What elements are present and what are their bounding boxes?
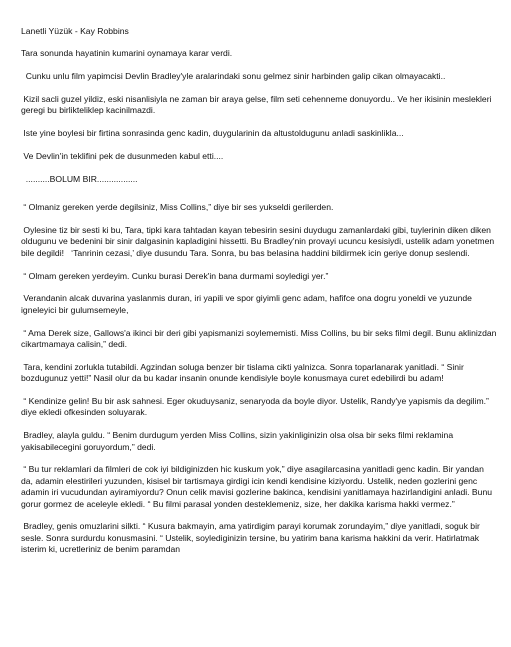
paragraph: Iste yine boylesi bir firtina sonrasinda genc kadin, duygularinin da altustoldugunu anladi saskinlikla... — [21, 128, 404, 139]
paragraph: Oylesine tiz bir sesti ki bu, Tara, tipki kara tahtadan kayan tebesirin sesini duydugu zamanlardaki gibi, tuylerinin diken diken oldugunu ve bedenini bir sinir dalgasinin kapladigini hissetti. Bu Bradley'nin provayi ucuncu kesisiydi, ustelik adam yonetmen bile degildi! ‘Tanrinin cezasi,’ diye dusundu Tara. Sonra, bu bas belasina haddini bildirmek icin geriye donup seslendi. — [21, 225, 497, 258]
paragraph: “ Olmam gereken yerdeyim. Cunku burasi Derek'in bana durmami soyledigi yer.” — [21, 270, 329, 281]
paragraph: “ Olmaniz gereken yerde degilsiniz, Miss Collins,” diye bir ses yukseldi gerilerden. — [21, 202, 334, 213]
document-title: Lanetli Yüzük - Kay Robbins — [21, 26, 129, 36]
paragraph: Cunku unlu film yapimcisi Devlin Bradley'yle aralarindaki sonu gelmez sinir harbinden galip cikan olmayacakti.. — [21, 71, 446, 82]
paragraph: Tara, kendini zorlukla tutabildi. Agzindan soluga benzer bir tislama cikti yalnizca. Sonra toparlanarak yanitladi. “ Sinir bozdugunuz yetti!” Nasil olur da bu kadar insanin onunde kendisiyle boyle konusmaya curet edebilirdi bu adam! — [21, 361, 467, 384]
paragraph: Bradley, alayla guldu. “ Benim durdugum yerden Miss Collins, sizin yakinliginizin olsa olsa bir seks filmi reklamina yakisabilecegini goruyordum,” dedi. — [21, 430, 456, 452]
paragraph: Kizil sacli guzel yildiz, eski nisanlisiyla ne zaman bir araya gelse, film seti cehenneme donuyordu.. Ve her ikisinin meslekleri geregi bu birlikteliklер kacinilmazdi. — [21, 94, 494, 116]
paragraph: “ Ama Derek size, Gallows'a ikinci bir deri gibi yapismanizi soylememisti. Miss Collins, bu bir seks filmi degil. Bunu aklinizdan cikartmamaya calisin,” dedi. — [21, 327, 499, 350]
document-page — [21, 26, 497, 567]
paragraph: “ Bu tur reklamlari da filmleri de cok iyi bildiginizden hic kuskum yok,” diye asagilarcasina yanitladi genc kadin. Bir yandan da, adamin elestirileri yuzunden, kisisel bir tartismaya girdigi icin kendi kendisine kiziyordu. Ustelik, neden gozlerini genc adamin iri vucudundan ayiramiyordu? Onun celik mavisi gozlerine bakinca, kendisini yanitlamaya hazirlandigini anladi. Bunu gorur gormez de aceleyle ekledi. “ Bu filmi parasal yonden desteklemeniz, size, her dakika karisma hakki vermez.” — [21, 464, 495, 509]
paragraph: “ Kendinize gelin! Bu bir ask sahnesi. Eger okuduysaniz, senaryoda da boyle diyor. Ustelik, Randy'ye yapismis da degilim.” diye ekledi ofkesinden soluyarak. — [21, 396, 492, 418]
paragraph: Bradley, genis omuzlarini silkti. “ Kusura bakmayin, ama yatirdigim parayi korumak zorundayim,” diye yanitladi, soguk bir sesle. Sonra surdurdu konusmasini. “ Ustelik, soylediginizin tersine, bu yatirim bana karisma hakkini da verir. Hatirlatmak isterim ki, ucretleriniz de benim paramdan — [21, 521, 483, 555]
paragraph: Ve Devlin'in teklifini pek de dusunmeden kabul etti.... — [21, 151, 224, 161]
document-body — [21, 48, 497, 555]
paragraph: ..........BOLUM BIR................. — [21, 173, 138, 184]
paragraph: Tara sonunda hayatinin kumarini oynamaya karar verdi. — [21, 48, 233, 59]
paragraph: Verandanin alcak duvarina yaslanmis duran, iri yapili ve spor giyimli genc adam, hafifce ona dogru yoneldi ve yuzunde igneleyici bir gulumsemeyle, — [21, 293, 475, 315]
